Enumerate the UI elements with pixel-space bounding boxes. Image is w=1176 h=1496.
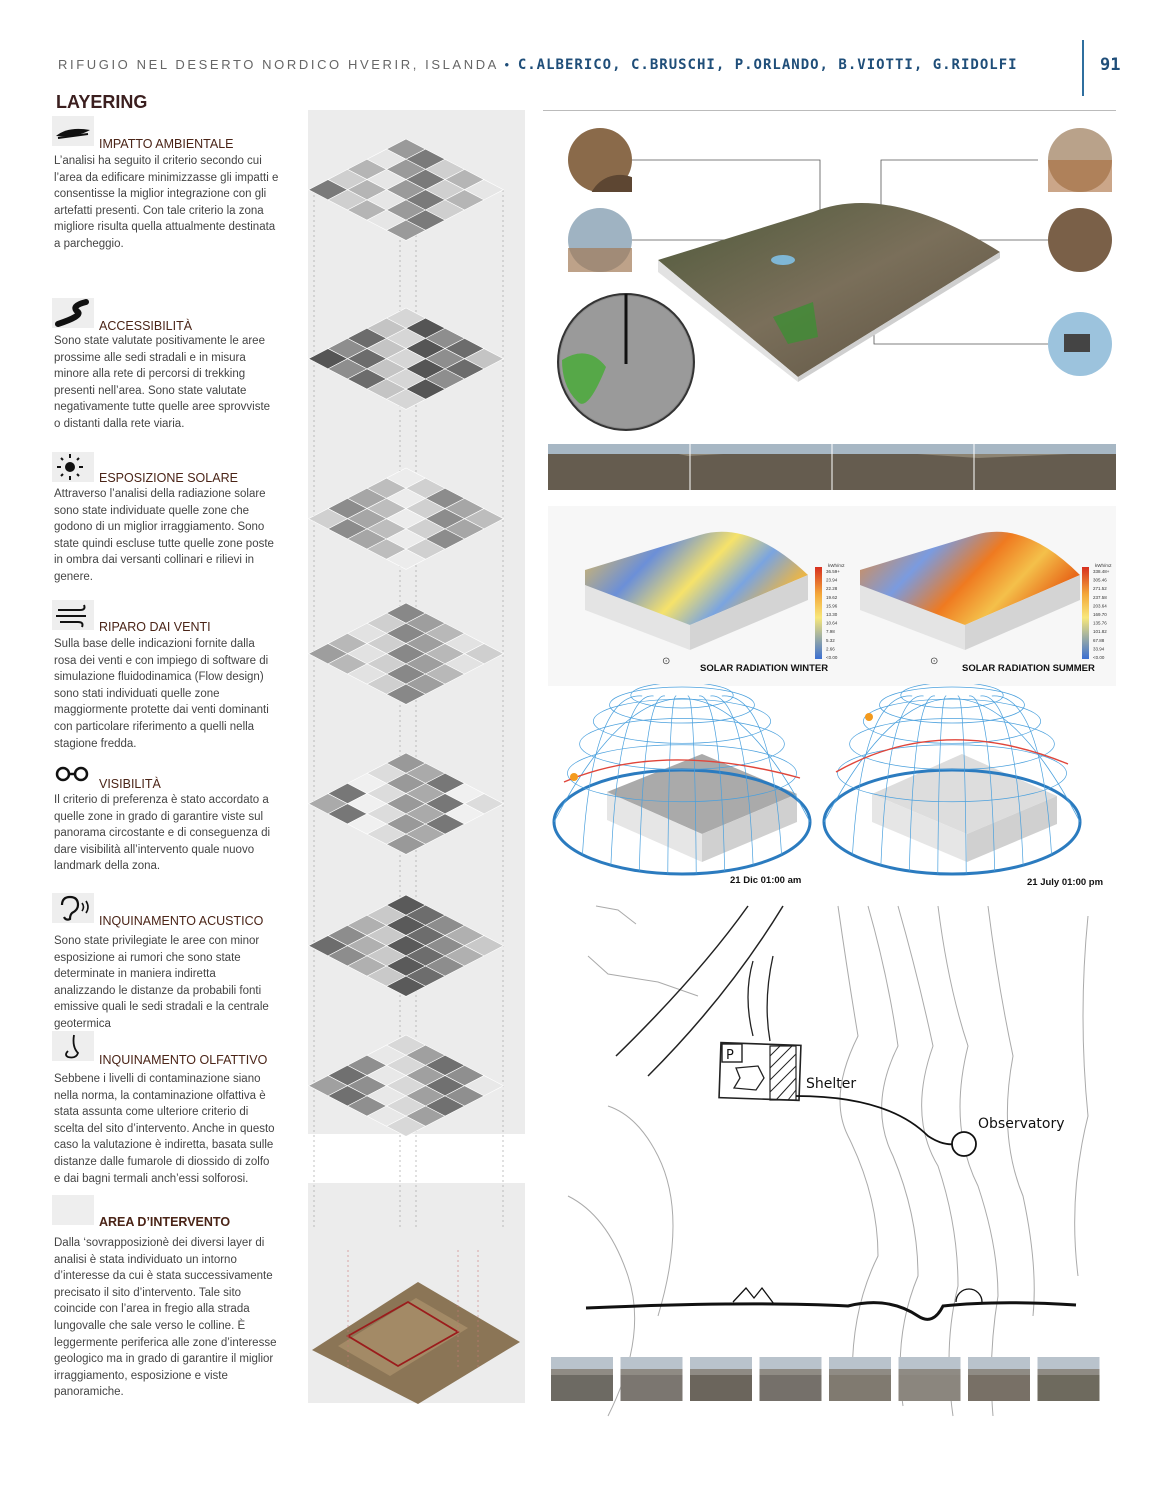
legend-tick: 2.66: [826, 646, 835, 652]
legend-tick: 7.98: [826, 629, 835, 635]
sun-position: [570, 773, 578, 781]
legend-tick: 135.76: [1093, 620, 1107, 626]
shelter-label: Shelter: [806, 1076, 857, 1092]
blank-icon: [52, 1195, 94, 1225]
summer-legend-unit: kWh/m2: [1095, 563, 1112, 568]
header-divider: [1082, 40, 1084, 96]
site-plan-sketch: [548, 896, 1116, 1426]
legend-tick: 5.32: [826, 637, 835, 643]
legend-tick: <0.00: [826, 655, 838, 660]
terrain-top: [658, 203, 1000, 377]
authors: C.ALBERICO, C.BRUSCHI, P.ORLANDO, B.VIOTTI, G.RIDOLFI: [517, 57, 1018, 73]
terrain-icon: [52, 116, 94, 146]
legend-tick: 10.64: [826, 620, 838, 626]
sun-dome: [824, 684, 1080, 874]
strip-photo: [1038, 1357, 1100, 1401]
solar-maps: [560, 515, 1120, 665]
north-arrow-icon: ⊙: [930, 656, 939, 667]
legend-tick: <0.00: [1093, 655, 1105, 660]
section-heading: INQUINAMENTO OLFATTIVO: [99, 1053, 268, 1067]
legend-tick: 203.64: [1093, 603, 1107, 609]
legend-tick: 338.48+: [1093, 569, 1110, 574]
legend-tick: 101.82: [1093, 629, 1107, 635]
parking-label: P: [726, 1048, 734, 1063]
winter-legend-unit: kWh/m2: [828, 563, 845, 568]
analysis-layer: [309, 139, 504, 240]
sun-icon: [52, 452, 94, 482]
legend-tick: 305.46: [1093, 577, 1107, 583]
analysis-layer: [309, 1035, 504, 1136]
strip-photo: [690, 1357, 752, 1401]
layer-stack-diagram: [308, 110, 525, 1410]
sun-position: [865, 713, 873, 721]
legend-tick: 271.52: [1093, 586, 1107, 592]
legend-tick: 67.88: [1093, 637, 1105, 643]
solar-winter-label: SOLAR RADIATION WINTER: [700, 663, 829, 674]
legend-tick: 36.59+: [826, 569, 840, 574]
legend-tick: 237.58: [1093, 594, 1107, 600]
strip-photo: [760, 1357, 822, 1401]
legend-tick: 23.94: [826, 577, 838, 583]
section-body: Sono state privilegiate le aree con minor esposizione ai rumori che sono state determinate in maniera indiretta analizzando le distanze da probabili fonti emissive quali le sedi stradali e la centrale geotermica: [54, 935, 269, 1030]
analysis-layer: [309, 308, 504, 409]
section-heading: ESPOSIZIONE SOLARE: [99, 471, 238, 485]
section-body: Il criterio di preferenza è stato accordato a quelle zone in grado di garantire viste sul panorama circostante e di conseguenza di dare visibilità all’intervento quale nuovo landmark della zona.: [54, 794, 271, 873]
section-body: Sono state valutate positivamente le aree prossime alle sedi stradali e in misura minore alla rete di percorsi di trekking presenti nell’area. Sono state valutate negativamente tutte quelle aree sprovviste o distanti dalla rete viaria.: [54, 335, 271, 430]
ear-icon: [52, 893, 94, 923]
analysis-layer: [309, 753, 504, 854]
legend-tick: 33.94: [1093, 646, 1105, 652]
photo-strip: [551, 1357, 1101, 1403]
observatory-label: Observatory: [978, 1116, 1065, 1132]
section-body: L’analisi ha seguito il criterio secondo cui l’area da edificare minimizzasse gli impatti e consentisse la miglior integrazione con gli artefatti presenti. Con tale criterio la zona migliore risulta quella attualmente destinata a parcheggio.: [54, 155, 279, 250]
header-bullet: •: [504, 57, 512, 72]
wind-icon: [52, 600, 94, 630]
running-header: [58, 57, 1018, 73]
glasses-icon: [52, 757, 94, 787]
section-body: Dalla ‘sovrapposizionè dei diversi layer di analisi è stata individuato un intorno d’interesse da cui è stata successivamente precisato il sito d’intervento. Tale sito coincide con l’area in fregio alla strada lungovalle che sale verso le colline. È leggermente periferica alle zone d’interesse geologico ma in grado di garantire il miglior irraggiamento, esposizione e viste panoramiche.: [54, 1237, 277, 1399]
section-heading: IMPATTO AMBIENTALE: [99, 137, 234, 151]
sunpath-domes: [552, 684, 1112, 889]
road-icon: [52, 298, 94, 328]
legend-tick: 15.96: [826, 603, 838, 609]
section-body: Sebbene i livelli di contaminazione siano nella norma, la contaminazione olfattiva è stata assunta come ulteriore criterio di scelta del sito d’intervento. Anche in questo caso la valutazione è indiretta, basata sulle distanze dalle fumarole di diossido di zolfo e dai bagni termali anch’essi solforosi.: [54, 1073, 275, 1185]
solar-summer-label: SOLAR RADIATION SUMMER: [962, 663, 1095, 674]
legend-tick: 13.30: [826, 612, 838, 617]
strip-photo: [829, 1357, 891, 1401]
sun-dome: [554, 684, 810, 874]
analysis-layer: [309, 895, 504, 996]
project-title: RIFUGIO NEL DESERTO NORDICO HVERIR, ISLANDA: [58, 57, 499, 72]
north-arrow-icon: ⊙: [662, 656, 671, 667]
strip-photo: [899, 1357, 961, 1401]
nose-icon: [52, 1031, 94, 1061]
section-heading: AREA D’INTERVENTO: [99, 1215, 231, 1229]
observatory-marker: [952, 1132, 976, 1156]
page-title: LAYERING: [56, 92, 148, 112]
analysis-layer: [309, 468, 504, 569]
strip-photo: [621, 1357, 683, 1401]
site-overview-diagram: [548, 112, 1116, 497]
legend-tick: 22.28: [826, 586, 838, 592]
site-aerial-layer: [312, 1282, 520, 1404]
sunpath-winter-label: 21 Dic 01:00 am: [730, 875, 802, 886]
sunpath-summer-label: 21 July 01:00 pm: [1027, 877, 1104, 888]
section-body: Sulla base delle indicazioni fornite dalla rosa dei venti e con impiego di software di simulazione fluidodinamica (Flow design) sono stati individuati quelle zone maggiormente protette dai venti dominanti con particolare riferimento a quelli nella stagione fredda.: [54, 638, 269, 750]
section-heading: ACCESSIBILITÀ: [99, 319, 193, 333]
strip-photo: [968, 1357, 1030, 1401]
section-heading: INQUINAMENTO ACUSTICO: [99, 914, 264, 928]
legend-tick: 19.62: [826, 594, 838, 600]
section-heading: RIPARO DAI VENTI: [99, 620, 211, 634]
section-heading: VISIBILITÀ: [99, 777, 161, 791]
strip-photo: [551, 1357, 613, 1401]
top-rule: [543, 110, 1116, 111]
page-number: 91: [1100, 55, 1121, 75]
legend-tick: 169.70: [1093, 612, 1107, 617]
section-body: Attraverso l’analisi della radiazione solare sono state individuate quelle zone che godono di un miglior irraggiamento. Sono state quindi escluse tutte quelle zone poste in ombra dai versanti collinari e rilievi in genere.: [54, 488, 274, 583]
analysis-layer: [309, 603, 504, 704]
